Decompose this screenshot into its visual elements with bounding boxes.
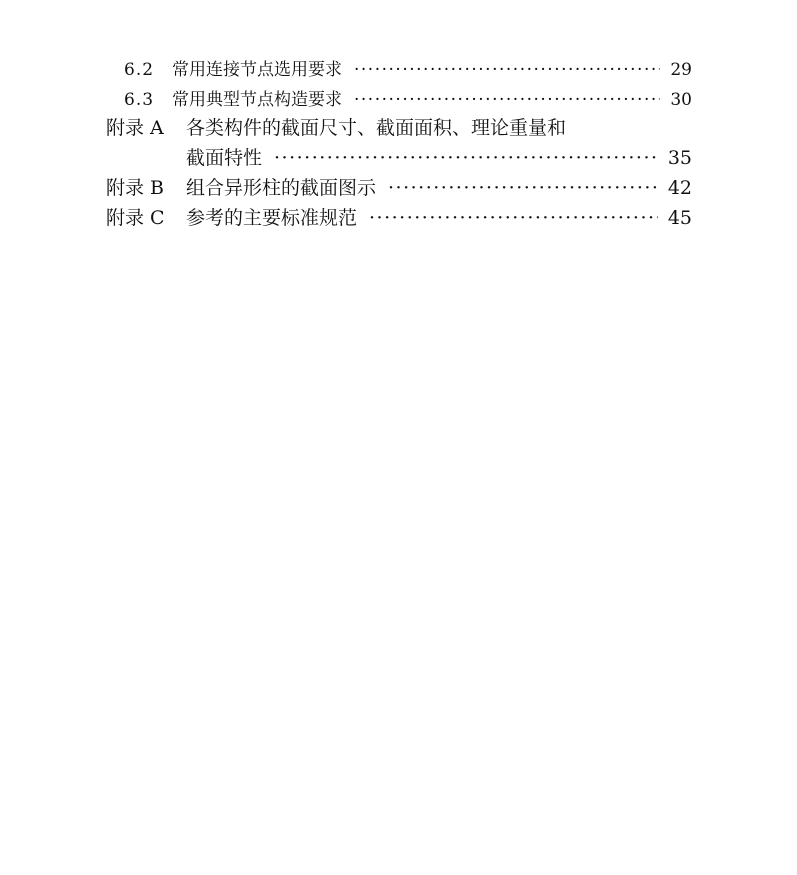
leader-dots [369,207,658,229]
page-number: 42 [667,177,692,199]
page-number: 30 [670,90,692,110]
appendix-title: 参考的主要标准规范 [186,207,358,229]
appendix-label: 附录 B [106,177,165,199]
appendix-title: 组合异形柱的截面图示 [186,177,377,199]
leader-dots [354,90,660,110]
page-number: 35 [667,147,692,169]
section-number: 6.2 [124,60,155,80]
toc-appendix-b[interactable] [106,173,692,200]
appendix-title-continued: 截面特性 [186,147,263,169]
toc-appendix-c[interactable] [106,203,692,230]
toc-entry-6-2[interactable] [124,55,692,80]
section-title: 常用典型节点构造要求 [172,90,342,110]
page-number: 45 [667,207,692,229]
toc-entry-6-3[interactable] [124,85,692,110]
appendix-title: 各类构件的截面尺寸、截面面积、理论重量和 [186,117,567,139]
leader-dots [354,60,660,80]
leader-dots [274,147,658,169]
appendix-label: 附录 A [106,117,164,139]
section-number: 6.3 [124,90,155,110]
section-title: 常用连接节点选用要求 [172,60,342,80]
toc-appendix-a-continued[interactable] [186,143,692,170]
appendix-label: 附录 C [106,207,165,229]
leader-dots [388,177,658,199]
toc-appendix-a[interactable] [106,113,692,140]
page-number: 29 [670,60,692,80]
